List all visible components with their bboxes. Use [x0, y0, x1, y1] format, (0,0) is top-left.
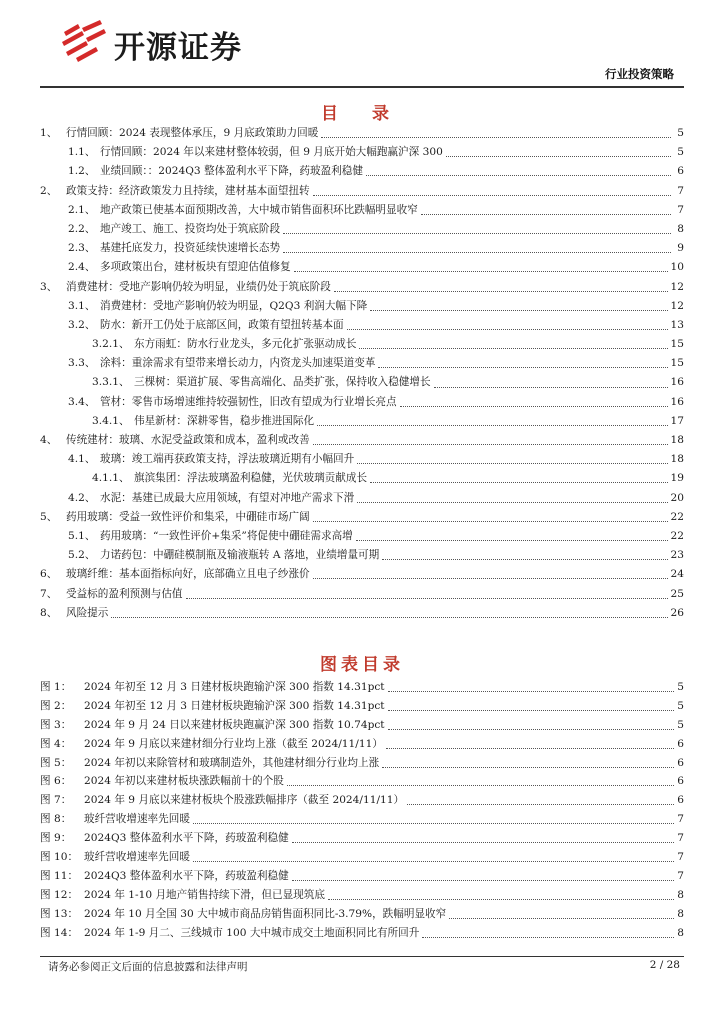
figure-entry-number: 图 5：: [40, 756, 72, 769]
toc-entry[interactable]: [40, 508, 684, 527]
toc-entry-number: 3.3.1、: [92, 376, 130, 389]
figure-entry-page: 5: [677, 681, 684, 693]
toc-entry[interactable]: [40, 162, 684, 181]
figure-entry[interactable]: [40, 829, 684, 848]
figure-entry[interactable]: [40, 791, 684, 810]
figure-entry-page: 5: [677, 718, 684, 731]
dot-leader: [434, 387, 668, 388]
figure-entry-page: 5: [677, 699, 684, 712]
toc-entry-page: 5: [677, 127, 684, 139]
toc-entry-page: 7: [677, 203, 684, 216]
figure-entry-page: 7: [677, 813, 684, 826]
figure-entry-title: 2024 年 1-9 月二、三线城市 100 大中城市成交土地面积同比有所回升: [84, 926, 420, 939]
toc-entry-number: 2、: [40, 184, 58, 197]
toc-entry-page: 25: [670, 587, 684, 600]
kaiyuan-logo-icon: [56, 18, 110, 64]
toc-entry-page: 13: [670, 318, 684, 331]
brand-name: 开源证券: [114, 30, 242, 66]
toc-entry-page: 12: [670, 280, 684, 293]
figure-list: [40, 678, 684, 942]
dot-leader: [292, 880, 675, 881]
page-header: [0, 0, 724, 92]
toc-entry-title: 基建托底发力，投资延续快速增长态势: [100, 242, 281, 255]
toc-entry-number: 3.3、: [68, 357, 96, 370]
dot-leader: [421, 214, 671, 215]
dot-leader: [313, 444, 668, 445]
dot-leader: [313, 578, 668, 579]
report-type: 行业投资策略: [605, 67, 674, 81]
dot-leader: [388, 691, 675, 692]
figure-entry-number: 图 6：: [40, 775, 72, 788]
figure-entry-page: 6: [677, 737, 684, 750]
toc-entry[interactable]: [40, 143, 684, 162]
toc-entry-page: 19: [670, 472, 684, 485]
toc-entry-title: 药用玻璃：受益一致性评价和集采，中硼硅市场广阔: [66, 510, 310, 523]
toc-entry-title: 地产政策已使基本面预期改善，大中城市销售面积环比跌幅明显收窄: [100, 203, 418, 216]
toc-entry-title: 地产竣工、施工、投资均处于筑底阶段: [100, 222, 281, 235]
toc-entry-page: 16: [670, 395, 684, 408]
toc-entry-page: 23: [670, 549, 684, 562]
toc-entry[interactable]: [40, 201, 684, 220]
dot-leader: [366, 175, 671, 176]
figure-entry-title: 2024 年 10 月全国 30 大中城市商品房销售面积同比-3.79%，跌幅明显收窄: [84, 907, 447, 920]
toc-entry-title: 消费建材：受地产影响仍较为明显，业绩仍处于筑底阶段: [66, 280, 331, 293]
figures-title: 图表目录: [320, 655, 404, 675]
toc-entry-number: 4.2、: [68, 491, 96, 504]
dot-leader: [317, 425, 667, 426]
figure-entry-page: 6: [677, 756, 684, 769]
toc-entry-title: 东方雨虹：防水行业龙头，多元化扩张驱动成长: [134, 338, 357, 351]
dot-leader: [321, 137, 671, 138]
figure-entry-number: 图 12：: [40, 888, 79, 901]
figure-entry-page: 7: [677, 869, 684, 882]
toc-entry-number: 3.2、: [68, 318, 96, 331]
figure-entry-number: 图 3：: [40, 718, 72, 731]
toc-entry-number: 5.2、: [68, 549, 96, 562]
toc-entry[interactable]: [40, 278, 684, 297]
toc-entry-title: 涂料：重涂需求有望带来增长动力，内资龙头加速渠道变革: [100, 357, 376, 370]
toc-entry-number: 3.1、: [68, 299, 96, 312]
toc-entry-number: 2.4、: [68, 261, 96, 274]
toc-entry-title: 传统建材：玻璃、水泥受益政策和成本，盈利或改善: [66, 434, 310, 446]
legal-disclaimer: 请务必参阅正文后面的信息披露和法律声明: [48, 961, 248, 973]
footer-divider: [40, 956, 684, 957]
dot-leader: [357, 463, 667, 464]
dot-leader: [313, 195, 671, 196]
dot-leader: [283, 252, 671, 253]
figure-entry-number: 图 1：: [40, 681, 72, 693]
toc-entry-number: 5.1、: [68, 529, 96, 542]
dot-leader: [386, 748, 674, 749]
toc-entry-title: 力诺药包：中硼硅模制瓶及输液瓶转 A 落地，业绩增量可期: [100, 549, 380, 562]
toc-entry-page: 18: [670, 453, 684, 466]
dot-leader: [378, 367, 667, 368]
figure-entry-number: 图 11：: [40, 869, 79, 882]
toc-entry-number: 3.2.1、: [92, 338, 130, 351]
toc-entry[interactable]: [40, 546, 684, 565]
figure-entry[interactable]: [40, 886, 684, 905]
toc-entry-title: 多项政策出台，建材板块有望迎估值修复: [100, 261, 291, 274]
figure-entry-page: 8: [677, 907, 684, 920]
toc-entry-number: 4、: [40, 434, 58, 446]
dot-leader: [370, 482, 667, 483]
toc-entry-number: 3、: [40, 280, 58, 293]
toc-entry[interactable]: [40, 354, 684, 373]
figure-entry-title: 2024 年 9 月底以来建材板块个股涨跌幅排序（截至 2024/11/11）: [84, 794, 405, 807]
figure-entry[interactable]: [40, 810, 684, 829]
toc-entry-title: 水泥：基建已成最大应用领域，有望对冲地产需求下滑: [100, 491, 355, 504]
toc-entry-title: 行情回顾：2024 年以来建材整体较弱，但 9 月底开始大幅跑赢沪深 300: [100, 146, 443, 159]
dot-leader: [287, 785, 674, 786]
dot-leader: [400, 406, 668, 407]
figure-entry-page: 7: [677, 832, 684, 845]
brand-logo: [56, 18, 286, 64]
toc-entry-number: 5、: [40, 510, 58, 523]
toc-entry[interactable]: [40, 450, 684, 469]
toc-entry[interactable]: [40, 585, 684, 604]
toc-entry-number: 2.1、: [68, 203, 96, 216]
toc-entry-page: 20: [670, 491, 684, 504]
figure-entry[interactable]: [40, 716, 684, 735]
toc-entry-page: 22: [670, 510, 684, 523]
dot-leader: [388, 729, 675, 730]
toc-entry-page: 17: [670, 414, 684, 427]
dot-leader: [193, 861, 674, 862]
dot-leader: [359, 348, 667, 349]
toc-entry-page: 24: [670, 568, 684, 581]
toc-entry-page: 16: [670, 376, 684, 389]
figure-entry[interactable]: [40, 905, 684, 924]
toc-entry-title: 旗滨集团：浮法玻璃盈利稳健，光伏玻璃贡献成长: [134, 472, 368, 485]
toc-entry-page: 8: [677, 222, 684, 235]
figure-entry-page: 7: [677, 851, 684, 864]
figure-entry-number: 图 9：: [40, 832, 72, 845]
toc-entry-page: 6: [677, 165, 684, 178]
toc-entry-title: 行情回顾：2024 表现整体承压，9 月底政策助力回暖: [66, 127, 319, 139]
toc-entry-number: 2.2、: [68, 222, 96, 235]
figure-entry-number: 图 10：: [40, 851, 79, 864]
toc-entry-page: 15: [670, 338, 684, 351]
toc-entry-title: 管材：零售市场增速维持较强韧性，旧改有望成为行业增长亮点: [100, 395, 397, 408]
toc-entry[interactable]: [40, 239, 684, 258]
dot-leader: [186, 598, 668, 599]
dot-leader: [294, 271, 668, 272]
toc-entry-number: 1.1、: [68, 146, 96, 159]
dot-leader: [382, 559, 667, 560]
toc-entry[interactable]: [40, 604, 684, 623]
header-divider: [40, 86, 684, 88]
figure-entry-page: 6: [677, 775, 684, 788]
figure-entry-title: 2024Q3 整体盈利水平下降，药玻盈利稳健: [84, 832, 289, 845]
figure-entry[interactable]: [40, 754, 684, 773]
figure-entry-page: 6: [677, 794, 684, 807]
figure-entry-title: 2024 年初以来除管材和玻璃制造外，其他建材细分行业均上涨: [84, 756, 380, 769]
toc-entry[interactable]: [40, 297, 684, 316]
page-number: 2 / 28: [649, 959, 680, 971]
toc-entry[interactable]: [40, 373, 684, 392]
toc-entry[interactable]: [40, 393, 684, 412]
dot-leader: [292, 842, 675, 843]
figure-entry-page: 8: [677, 888, 684, 901]
dot-leader: [407, 804, 674, 805]
toc-entry[interactable]: [40, 124, 684, 143]
toc-entry[interactable]: [40, 565, 684, 584]
toc-entry-page: 10: [670, 261, 684, 274]
figure-entry[interactable]: [40, 772, 684, 791]
toc-entry[interactable]: [40, 527, 684, 546]
dot-leader: [357, 502, 667, 503]
figure-entry-number: 图 14：: [40, 926, 79, 939]
toc-entry[interactable]: [40, 316, 684, 335]
toc-entry-title: 三棵树：渠道扩展、零售高端化、品类扩张，保持收入稳健增长: [134, 376, 431, 389]
toc-entry-number: 4.1、: [68, 453, 96, 466]
toc-entry-title: 伟星新材：深耕零售，稳步推进国际化: [134, 414, 315, 427]
toc-entry-number: 2.3、: [68, 242, 96, 255]
dot-leader: [449, 918, 674, 919]
dot-leader: [334, 291, 668, 292]
figure-entry[interactable]: [40, 848, 684, 867]
toc-entry[interactable]: [40, 489, 684, 508]
toc-entry-page: 5: [677, 146, 684, 159]
toc-entry-title: 消费建材：受地产影响仍较为明显，Q2Q3 利润大幅下降: [100, 299, 368, 312]
dot-leader: [193, 823, 674, 824]
figure-entry[interactable]: [40, 924, 684, 943]
toc-entry-title: 风险提示: [66, 606, 109, 619]
figure-entry[interactable]: [40, 867, 684, 886]
table-of-contents: [40, 124, 684, 623]
figure-entry-title: 2024 年初至 12 月 3 日建材板块跑输沪深 300 指数 14.31pct: [84, 681, 385, 693]
toc-entry-number: 1、: [40, 127, 58, 139]
toc-entry[interactable]: [40, 258, 684, 277]
figure-entry-title: 玻纤营收增速率先回暖: [84, 851, 190, 864]
figure-entry-page: 8: [677, 926, 684, 939]
dot-leader: [283, 233, 671, 234]
toc-entry-title: 业绩回顾：：2024Q3 整体盈利水平下降，药玻盈利稳健: [100, 165, 363, 178]
figure-entry-title: 2024 年初至 12 月 3 日建材板块跑输沪深 300 指数 14.31pct: [84, 699, 385, 712]
toc-entry-number: 4.1.1、: [92, 472, 130, 485]
toc-entry-page: 7: [677, 184, 684, 197]
figure-entry-title: 2024 年 9 月 24 日以来建材板块跑赢沪深 300 指数 10.74pct: [84, 718, 385, 731]
toc-entry-title: 政策支持：经济政策发力且持续，建材基本面望扭转: [66, 184, 310, 197]
toc-title: 目 录: [321, 104, 403, 124]
dot-leader: [422, 937, 674, 938]
figure-entry-number: 图 7：: [40, 794, 72, 807]
toc-entry-page: 18: [670, 434, 684, 446]
toc-entry-page: 9: [677, 242, 684, 255]
toc-entry-number: 8、: [40, 606, 58, 619]
toc-entry-number: 1.2、: [68, 165, 96, 178]
dot-leader: [446, 156, 671, 157]
toc-entry-title: 玻璃：竣工端再获政策支持，浮法玻璃近期有小幅回升: [100, 453, 355, 466]
dot-leader: [313, 521, 668, 522]
figure-entry-title: 玻纤营收增速率先回暖: [84, 813, 190, 826]
toc-entry[interactable]: [40, 335, 684, 354]
toc-entry[interactable]: [40, 412, 684, 431]
toc-entry[interactable]: [40, 469, 684, 488]
figure-entry-number: 图 13：: [40, 907, 79, 920]
dot-leader: [388, 710, 675, 711]
figure-entry[interactable]: [40, 678, 684, 697]
dot-leader: [370, 310, 667, 311]
figure-entry-title: 2024Q3 整体盈利水平下降，药玻盈利稳健: [84, 869, 289, 882]
toc-entry-title: 受益标的盈利预测与估值: [66, 587, 183, 600]
toc-entry-title: 防水：新开工仍处于底部区间，政策有望扭转基本面: [100, 318, 344, 331]
dot-leader: [111, 617, 667, 618]
toc-entry-page: 12: [670, 299, 684, 312]
figure-entry-number: 图 8：: [40, 813, 72, 826]
toc-entry[interactable]: [40, 431, 684, 450]
toc-entry[interactable]: [40, 220, 684, 239]
toc-entry-title: 玻璃纤维：基本面指标向好，底部确立且电子纱涨价: [66, 568, 310, 581]
dot-leader: [347, 329, 668, 330]
figure-entry[interactable]: [40, 697, 684, 716]
dot-leader: [356, 540, 668, 541]
figure-entry-title: 2024 年 1-10 月地产销售持续下滑，但已显现筑底: [84, 888, 325, 901]
toc-entry-number: 3.4、: [68, 395, 96, 408]
dot-leader: [328, 899, 674, 900]
figure-entry-title: 2024 年 9 月底以来建材细分行业均上涨（截至 2024/11/11）: [84, 737, 383, 750]
toc-entry[interactable]: [40, 182, 684, 201]
toc-entry-number: 6、: [40, 568, 58, 581]
toc-entry-page: 15: [670, 357, 684, 370]
figure-entry-title: 2024 年初以来建材板块涨跌幅前十的个股: [84, 775, 284, 788]
toc-entry-number: 7、: [40, 587, 58, 600]
toc-entry-number: 3.4.1、: [92, 414, 130, 427]
figure-entry[interactable]: [40, 735, 684, 754]
figure-entry-number: 图 4：: [40, 737, 72, 750]
toc-entry-title: 药用玻璃：“一致性评价+集采”将促使中硼硅需求高增: [100, 529, 353, 542]
figure-entry-number: 图 2：: [40, 699, 72, 712]
dot-leader: [382, 767, 674, 768]
toc-entry-page: 26: [670, 606, 684, 619]
toc-entry-page: 22: [670, 529, 684, 542]
